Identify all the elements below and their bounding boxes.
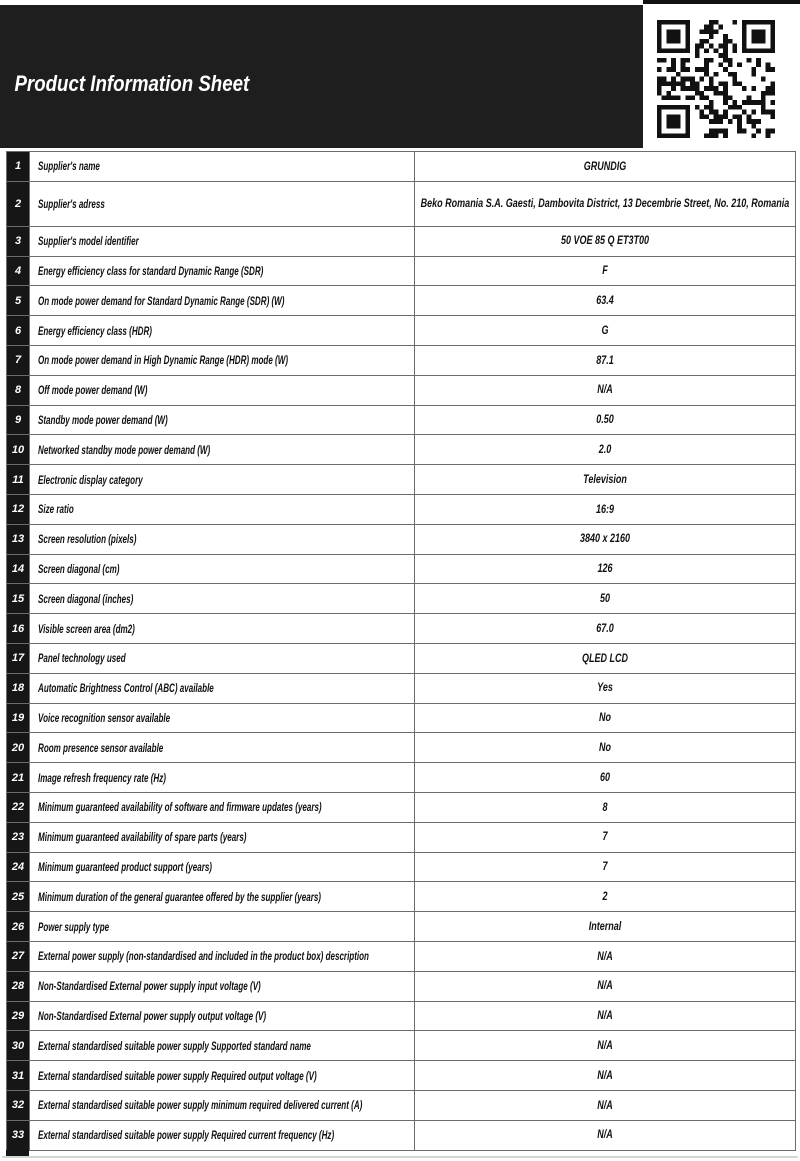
table-row [7,1031,796,1061]
table-row [7,912,796,942]
row-number: 12 [7,494,30,524]
row-number: 28 [7,971,30,1001]
header [0,5,643,148]
row-value: 16:9 [415,494,796,524]
row-number: 5 [7,286,30,316]
table-row [7,152,796,182]
row-label: Room presence sensor available [30,733,415,763]
spec-table-body [7,152,796,1151]
row-number: 2 [7,181,30,226]
row-label: Standby mode power demand (W) [30,405,415,435]
row-number: 23 [7,822,30,852]
page-bottom-edge [2,1156,798,1158]
row-value: N/A [415,1090,796,1120]
row-value: QLED LCD [415,643,796,673]
row-value: N/A [415,1001,796,1031]
row-value: Yes [415,673,796,703]
row-value: N/A [415,941,796,971]
row-value: 87.1 [415,345,796,375]
row-value: N/A [415,1061,796,1091]
table-row [7,554,796,584]
row-number: 30 [7,1031,30,1061]
row-value: 67.0 [415,614,796,644]
row-value: G [415,316,796,346]
row-label: Visible screen area (dm2) [30,614,415,644]
row-label: Minimum guaranteed product support (years) [30,852,415,882]
row-label: Supplier's adress [30,181,415,226]
row-number: 26 [7,912,30,942]
row-value: N/A [415,1031,796,1061]
table-row [7,316,796,346]
table-row [7,345,796,375]
row-label: On mode power demand for Standard Dynamic Range (SDR) (W) [30,286,415,316]
table-row [7,733,796,763]
row-value: Television [415,465,796,495]
row-label: Supplier's name [30,152,415,182]
row-number: 24 [7,852,30,882]
row-number: 25 [7,882,30,912]
row-label: Minimum duration of the general guarantee offered by the supplier (years) [30,882,415,912]
row-number: 16 [7,614,30,644]
row-number: 15 [7,584,30,614]
row-label: Minimum guaranteed availability of spare parts (years) [30,822,415,852]
row-label: On mode power demand in High Dynamic Range (HDR) mode (W) [30,345,415,375]
row-value: 2 [415,882,796,912]
row-value: 2.0 [415,435,796,465]
row-label: Off mode power demand (W) [30,375,415,405]
row-value: N/A [415,971,796,1001]
row-label: Automatic Brightness Control (ABC) available [30,673,415,703]
row-number: 19 [7,703,30,733]
row-number: 9 [7,405,30,435]
table-row [7,181,796,226]
row-label: Energy efficiency class for standard Dynamic Range (SDR) [30,256,415,286]
row-label: Minimum guaranteed availability of software and firmware updates (years) [30,792,415,822]
table-row [7,822,796,852]
row-value: Beko Romania S.A. Gaesti, Dambovita District, 13 Decembrie Street, No. 210, Romania [415,181,796,226]
row-value: 60 [415,763,796,793]
table-row [7,494,796,524]
table-row [7,286,796,316]
table-row [7,614,796,644]
table-row [7,792,796,822]
row-value: 50 VOE 85 Q ET3T00 [415,226,796,256]
page-title: Product Information Sheet [14,70,250,96]
table-row [7,673,796,703]
row-value: 3840 x 2160 [415,524,796,554]
row-label: Electronic display category [30,465,415,495]
row-number: 22 [7,792,30,822]
table-row [7,852,796,882]
table-row [7,405,796,435]
row-number: 7 [7,345,30,375]
row-value: No [415,703,796,733]
table-row [7,703,796,733]
row-number: 31 [7,1061,30,1091]
row-number: 17 [7,643,30,673]
row-value: 50 [415,584,796,614]
row-number: 33 [7,1120,30,1150]
row-number: 10 [7,435,30,465]
row-value: No [415,733,796,763]
row-number: 18 [7,673,30,703]
qr-code-icon [657,20,775,138]
row-number: 14 [7,554,30,584]
row-value: 7 [415,852,796,882]
row-label: External power supply (non-standardised and included in the product box) description [30,941,415,971]
table-row [7,256,796,286]
row-label: Networked standby mode power demand (W) [30,435,415,465]
row-label: Screen diagonal (inches) [30,584,415,614]
row-label: Power supply type [30,912,415,942]
row-label: Non-Standardised External power supply input voltage (V) [30,971,415,1001]
row-number: 1 [7,152,30,182]
table-row [7,971,796,1001]
top-edge-bar [643,0,800,4]
table-row [7,763,796,793]
row-number: 27 [7,941,30,971]
row-label: Non-Standardised External power supply output voltage (V) [30,1001,415,1031]
table-row [7,1001,796,1031]
table-row [7,435,796,465]
row-label: Voice recognition sensor available [30,703,415,733]
table-row [7,1120,796,1150]
table-row [7,941,796,971]
row-number: 32 [7,1090,30,1120]
row-label: Size ratio [30,494,415,524]
row-number: 6 [7,316,30,346]
row-value: 0.50 [415,405,796,435]
row-number: 3 [7,226,30,256]
row-label: External standardised suitable power supply Required current frequency (Hz) [30,1120,415,1150]
table-row [7,1090,796,1120]
row-number: 21 [7,763,30,793]
table-row [7,584,796,614]
row-number: 20 [7,733,30,763]
table-row [7,524,796,554]
table-row [7,643,796,673]
table-row [7,465,796,495]
row-value: N/A [415,1120,796,1150]
row-number: 13 [7,524,30,554]
spec-table [6,151,796,1151]
row-number: 29 [7,1001,30,1031]
row-label: Screen resolution (pixels) [30,524,415,554]
row-number: 4 [7,256,30,286]
row-label: Image refresh frequency rate (Hz) [30,763,415,793]
row-value: N/A [415,375,796,405]
row-value: 7 [415,822,796,852]
row-value: 8 [415,792,796,822]
row-value: F [415,256,796,286]
row-label: Screen diagonal (cm) [30,554,415,584]
row-label: Energy efficiency class (HDR) [30,316,415,346]
row-number: 11 [7,465,30,495]
table-row [7,375,796,405]
row-value: Internal [415,912,796,942]
row-label: External standardised suitable power supply Supported standard name [30,1031,415,1061]
table-row [7,1061,796,1091]
table-row [7,226,796,256]
row-label: Supplier's model identifier [30,226,415,256]
row-label: External standardised suitable power supply Required output voltage (V) [30,1061,415,1091]
row-number: 8 [7,375,30,405]
row-label: Panel technology used [30,643,415,673]
row-value: 126 [415,554,796,584]
row-value: 63.4 [415,286,796,316]
row-label: External standardised suitable power supply minimum required delivered current (A) [30,1090,415,1120]
table-row [7,882,796,912]
row-value: GRUNDIG [415,152,796,182]
